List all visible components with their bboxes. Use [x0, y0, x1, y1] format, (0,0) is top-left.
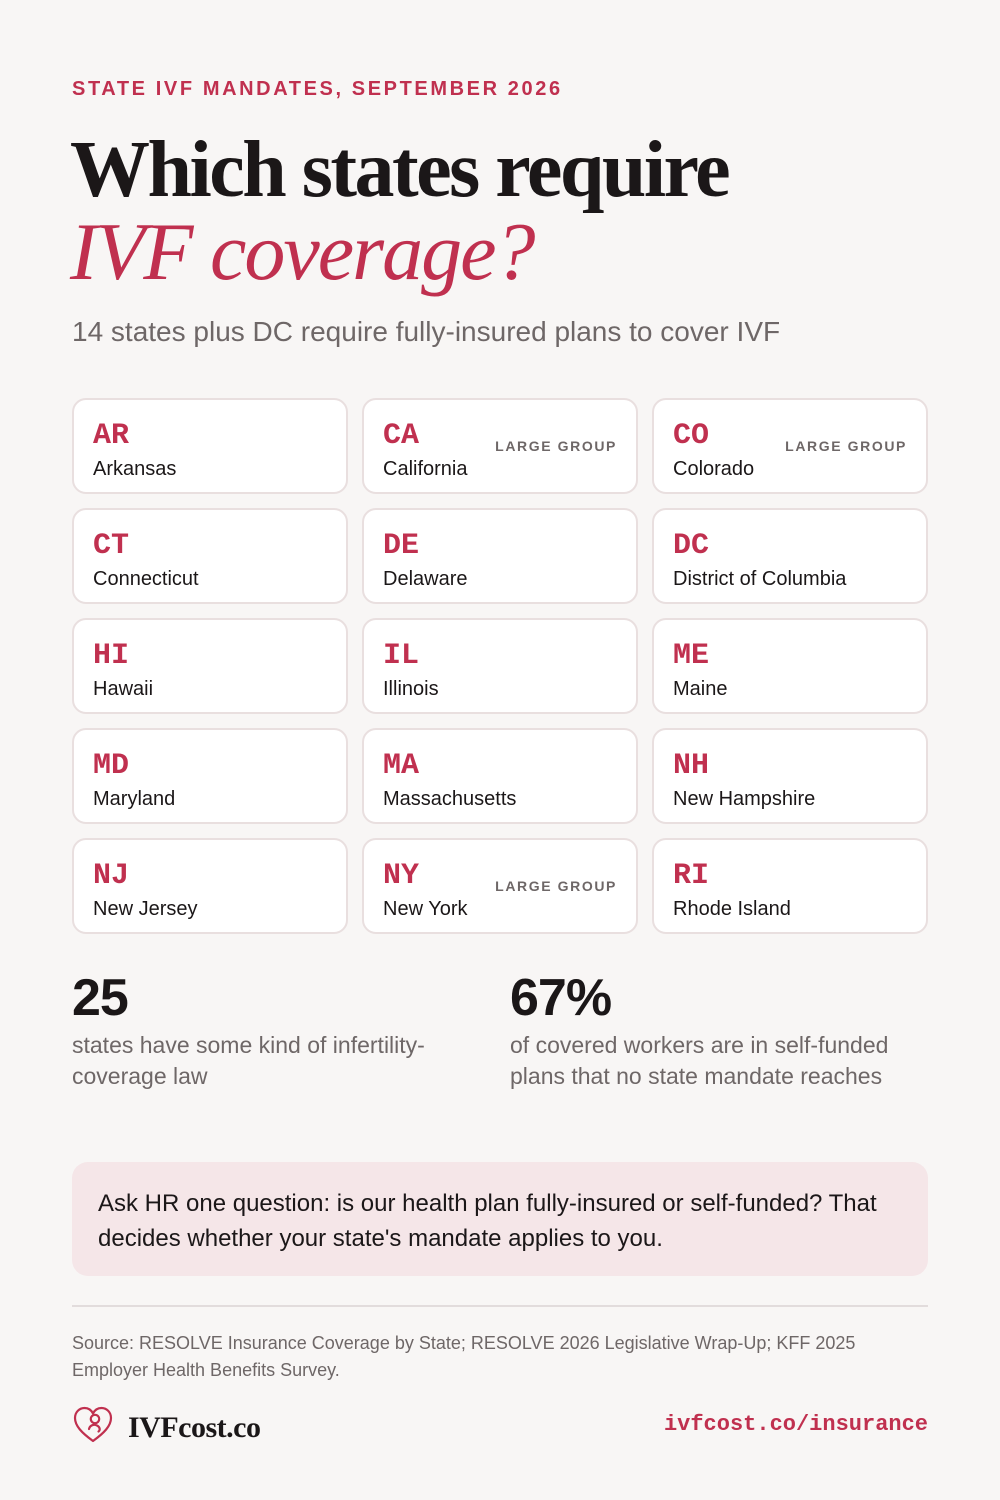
- state-name: Rhode Island: [673, 898, 791, 920]
- state-name: Massachusetts: [383, 788, 517, 810]
- stat-self-funded-share: [510, 968, 930, 1092]
- state-grid: [72, 398, 928, 934]
- brand-wordmark: IVFcost.co: [128, 1410, 261, 1444]
- state-name: Illinois: [383, 678, 439, 700]
- state-code: AR: [93, 419, 130, 453]
- stat-value: 25: [72, 969, 128, 1027]
- state-name: New Hampshire: [673, 788, 816, 810]
- state-name: New York: [383, 898, 468, 920]
- large-group-badge: LARGE GROUP: [495, 878, 617, 894]
- state-card: [652, 838, 928, 934]
- state-name: Delaware: [383, 568, 468, 590]
- title-line-1: Which states require: [70, 126, 729, 214]
- state-code: CO: [673, 419, 710, 453]
- state-code: MA: [383, 749, 420, 783]
- state-name: Maryland: [93, 788, 176, 810]
- heart-baby-icon: [72, 1405, 114, 1450]
- insurance-link[interactable]: ivfcost.co/insurance: [663, 1412, 928, 1437]
- state-code: CT: [93, 529, 130, 563]
- state-card: [652, 508, 928, 604]
- state-card: [72, 508, 348, 604]
- state-card: [652, 728, 928, 824]
- subtitle: 14 states plus DC require fully-insured plans to cover IVF: [72, 316, 781, 347]
- large-group-badge: LARGE GROUP: [785, 438, 907, 454]
- state-code: NJ: [93, 859, 130, 893]
- stat-description: of covered workers are in self-funded plans that no state mandate reaches: [510, 1032, 889, 1089]
- state-card: [362, 398, 638, 494]
- large-group-badge: LARGE GROUP: [495, 438, 617, 454]
- state-card: [72, 398, 348, 494]
- state-code: DE: [383, 529, 420, 563]
- state-card: [362, 508, 638, 604]
- state-card: [652, 618, 928, 714]
- state-card: [72, 728, 348, 824]
- state-code: NY: [383, 859, 420, 893]
- hr-question-callout: Ask HR one question: is our health plan fully-insured or self-funded? That decides whether your state's mandate applies to you.: [72, 1162, 928, 1276]
- state-name: Hawaii: [93, 678, 154, 700]
- state-card: [72, 618, 348, 714]
- kicker: STATE IVF MANDATES, SEPTEMBER 2026: [72, 78, 563, 100]
- state-code: RI: [673, 859, 710, 893]
- state-name: Colorado: [673, 458, 755, 480]
- stat-states-with-law: [72, 968, 492, 1092]
- stat-description: states have some kind of infertility-coverage law: [72, 1032, 425, 1089]
- state-name: District of Columbia: [673, 568, 847, 590]
- state-code: NH: [673, 749, 710, 783]
- state-name: New Jersey: [93, 898, 198, 920]
- title-line-2: IVF coverage?: [70, 206, 534, 297]
- state-card: [362, 838, 638, 934]
- state-code: HI: [93, 639, 130, 673]
- brand-logo[interactable]: [72, 1405, 260, 1450]
- state-name: Arkansas: [93, 458, 177, 480]
- state-card: [362, 728, 638, 824]
- state-name: Connecticut: [93, 568, 199, 590]
- source-note: Source: RESOLVE Insurance Coverage by State; RESOLVE 2026 Legislative Wrap-Up; KFF 2025 Employer Health Benefits Survey.: [72, 1333, 856, 1380]
- state-name: Maine: [673, 678, 728, 700]
- state-card: [72, 838, 348, 934]
- state-code: ME: [673, 639, 710, 673]
- state-code: CA: [383, 419, 420, 453]
- state-code: MD: [93, 749, 130, 783]
- state-card: [652, 398, 928, 494]
- stat-value: 67%: [510, 969, 612, 1027]
- state-code: IL: [383, 639, 420, 673]
- state-card: [362, 618, 638, 714]
- state-name: California: [383, 458, 468, 480]
- divider: [72, 1305, 928, 1307]
- state-code: DC: [673, 529, 710, 563]
